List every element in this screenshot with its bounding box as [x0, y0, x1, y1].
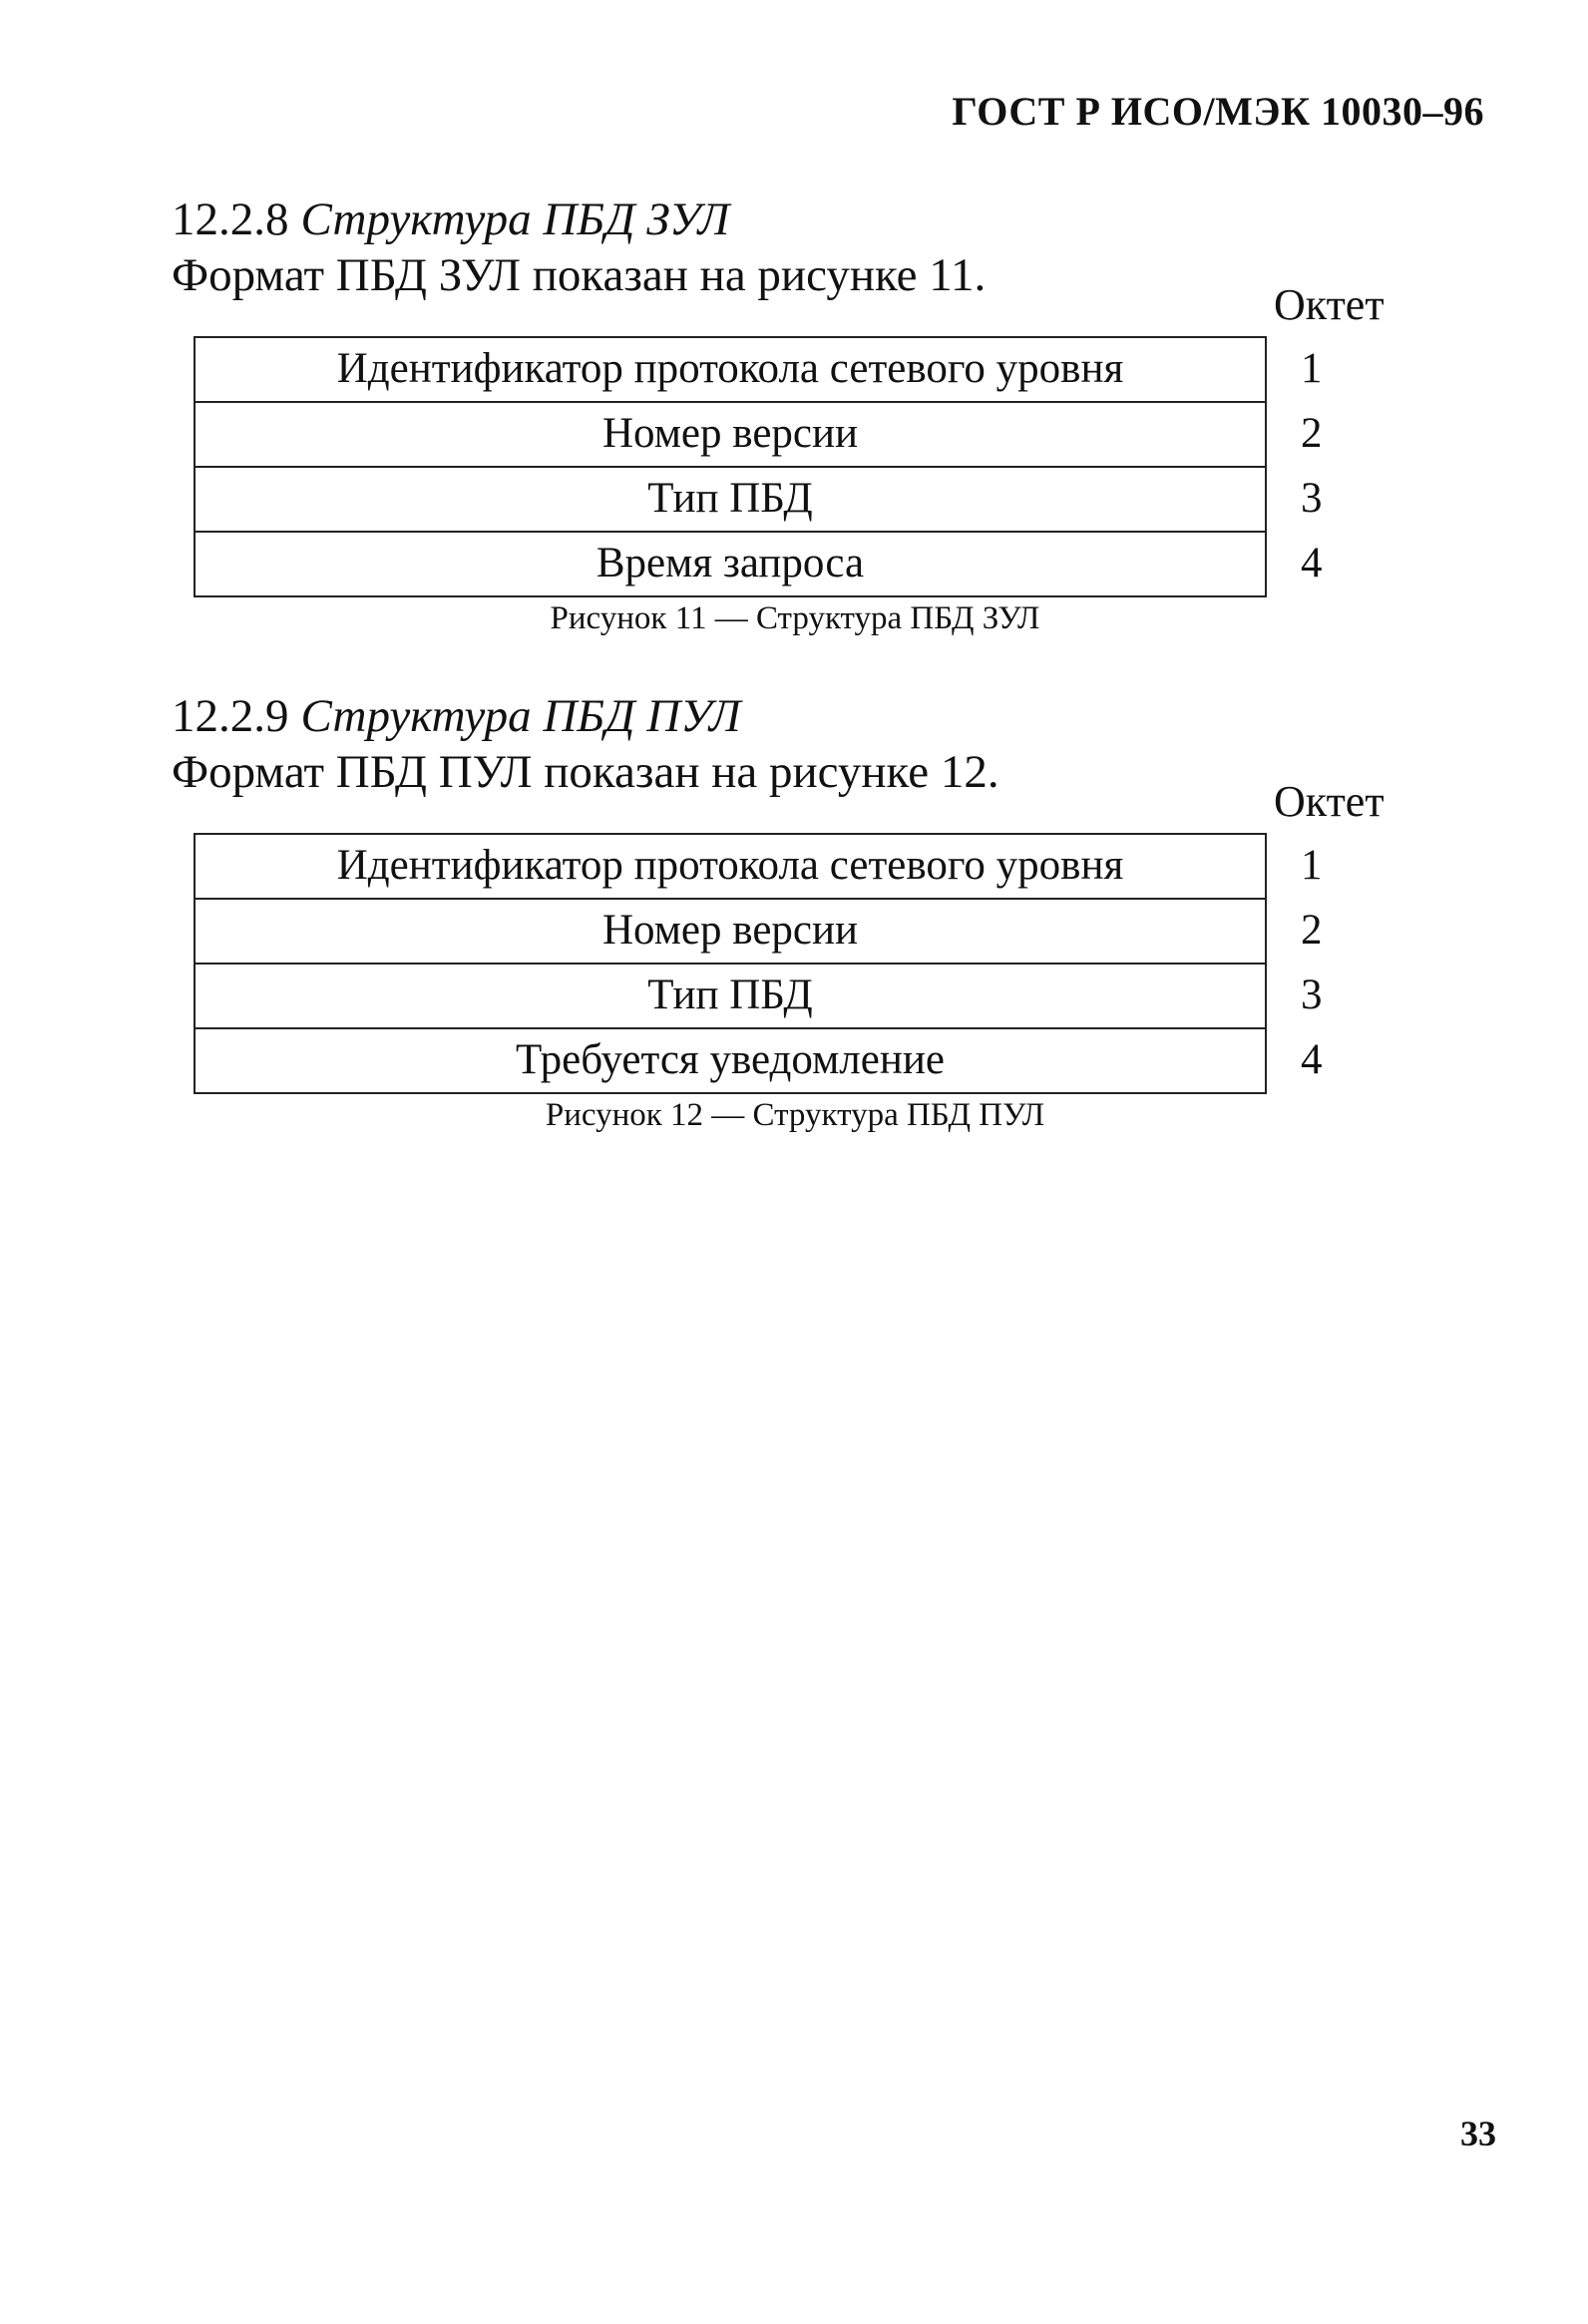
section-12-2-9	[172, 688, 1418, 1133]
field-name: Время запроса	[596, 540, 865, 586]
table-row	[196, 338, 1323, 403]
section-intro: Формат ПБД ПУЛ показан на рисунке 12.	[172, 746, 999, 798]
section-title: Структура ПБД ПУЛ	[300, 690, 741, 742]
table-row	[196, 403, 1323, 468]
octet-column-header: Октет	[1274, 280, 1385, 329]
octet-number: 1	[1301, 345, 1323, 392]
octet-number: 4	[1301, 1036, 1323, 1083]
figure-caption: Рисунок 12 — Структура ПБД ПУЛ	[545, 1097, 1045, 1133]
octet-number: 4	[1301, 540, 1323, 586]
octet-column-header: Октет	[1274, 777, 1385, 826]
pdu-structure-table	[194, 833, 1323, 1094]
section-12-2-8	[172, 192, 1418, 636]
document-code-header: ГОСТ Р ИСО/МЭК 10030–96	[952, 89, 1484, 134]
field-name: Номер версии	[601, 907, 859, 954]
octet-number: 2	[1301, 907, 1323, 954]
octet-number: 3	[1301, 971, 1323, 1018]
section-number: 12.2.9	[172, 690, 289, 742]
section-heading	[172, 688, 1418, 744]
octet-number: 3	[1301, 475, 1323, 522]
table-row	[196, 835, 1323, 900]
table-row	[196, 533, 1323, 597]
field-name: Номер версии	[601, 410, 859, 457]
figure-caption: Рисунок 11 — Структура ПБД ЗУЛ	[550, 600, 1040, 636]
section-intro: Формат ПБД ЗУЛ показан на рисунке 11.	[172, 249, 987, 301]
section-number: 12.2.8	[172, 194, 289, 245]
field-name: Идентификатор протокола сетевого уровня	[336, 345, 1124, 392]
section-title: Структура ПБД ЗУЛ	[300, 194, 730, 245]
table-row	[196, 1029, 1323, 1094]
field-name: Тип ПБД	[647, 971, 813, 1018]
table-row	[196, 468, 1323, 533]
table-row	[196, 965, 1323, 1029]
octet-number: 1	[1301, 842, 1323, 889]
field-name: Тип ПБД	[647, 475, 813, 522]
field-name: Идентификатор протокола сетевого уровня	[336, 842, 1124, 889]
field-name: Требуется уведомление	[516, 1036, 945, 1083]
section-heading	[172, 192, 1418, 247]
octet-number: 2	[1301, 410, 1323, 457]
table-row	[196, 900, 1323, 965]
page-number: 33	[1460, 2114, 1496, 2153]
pdu-structure-table	[194, 336, 1323, 597]
